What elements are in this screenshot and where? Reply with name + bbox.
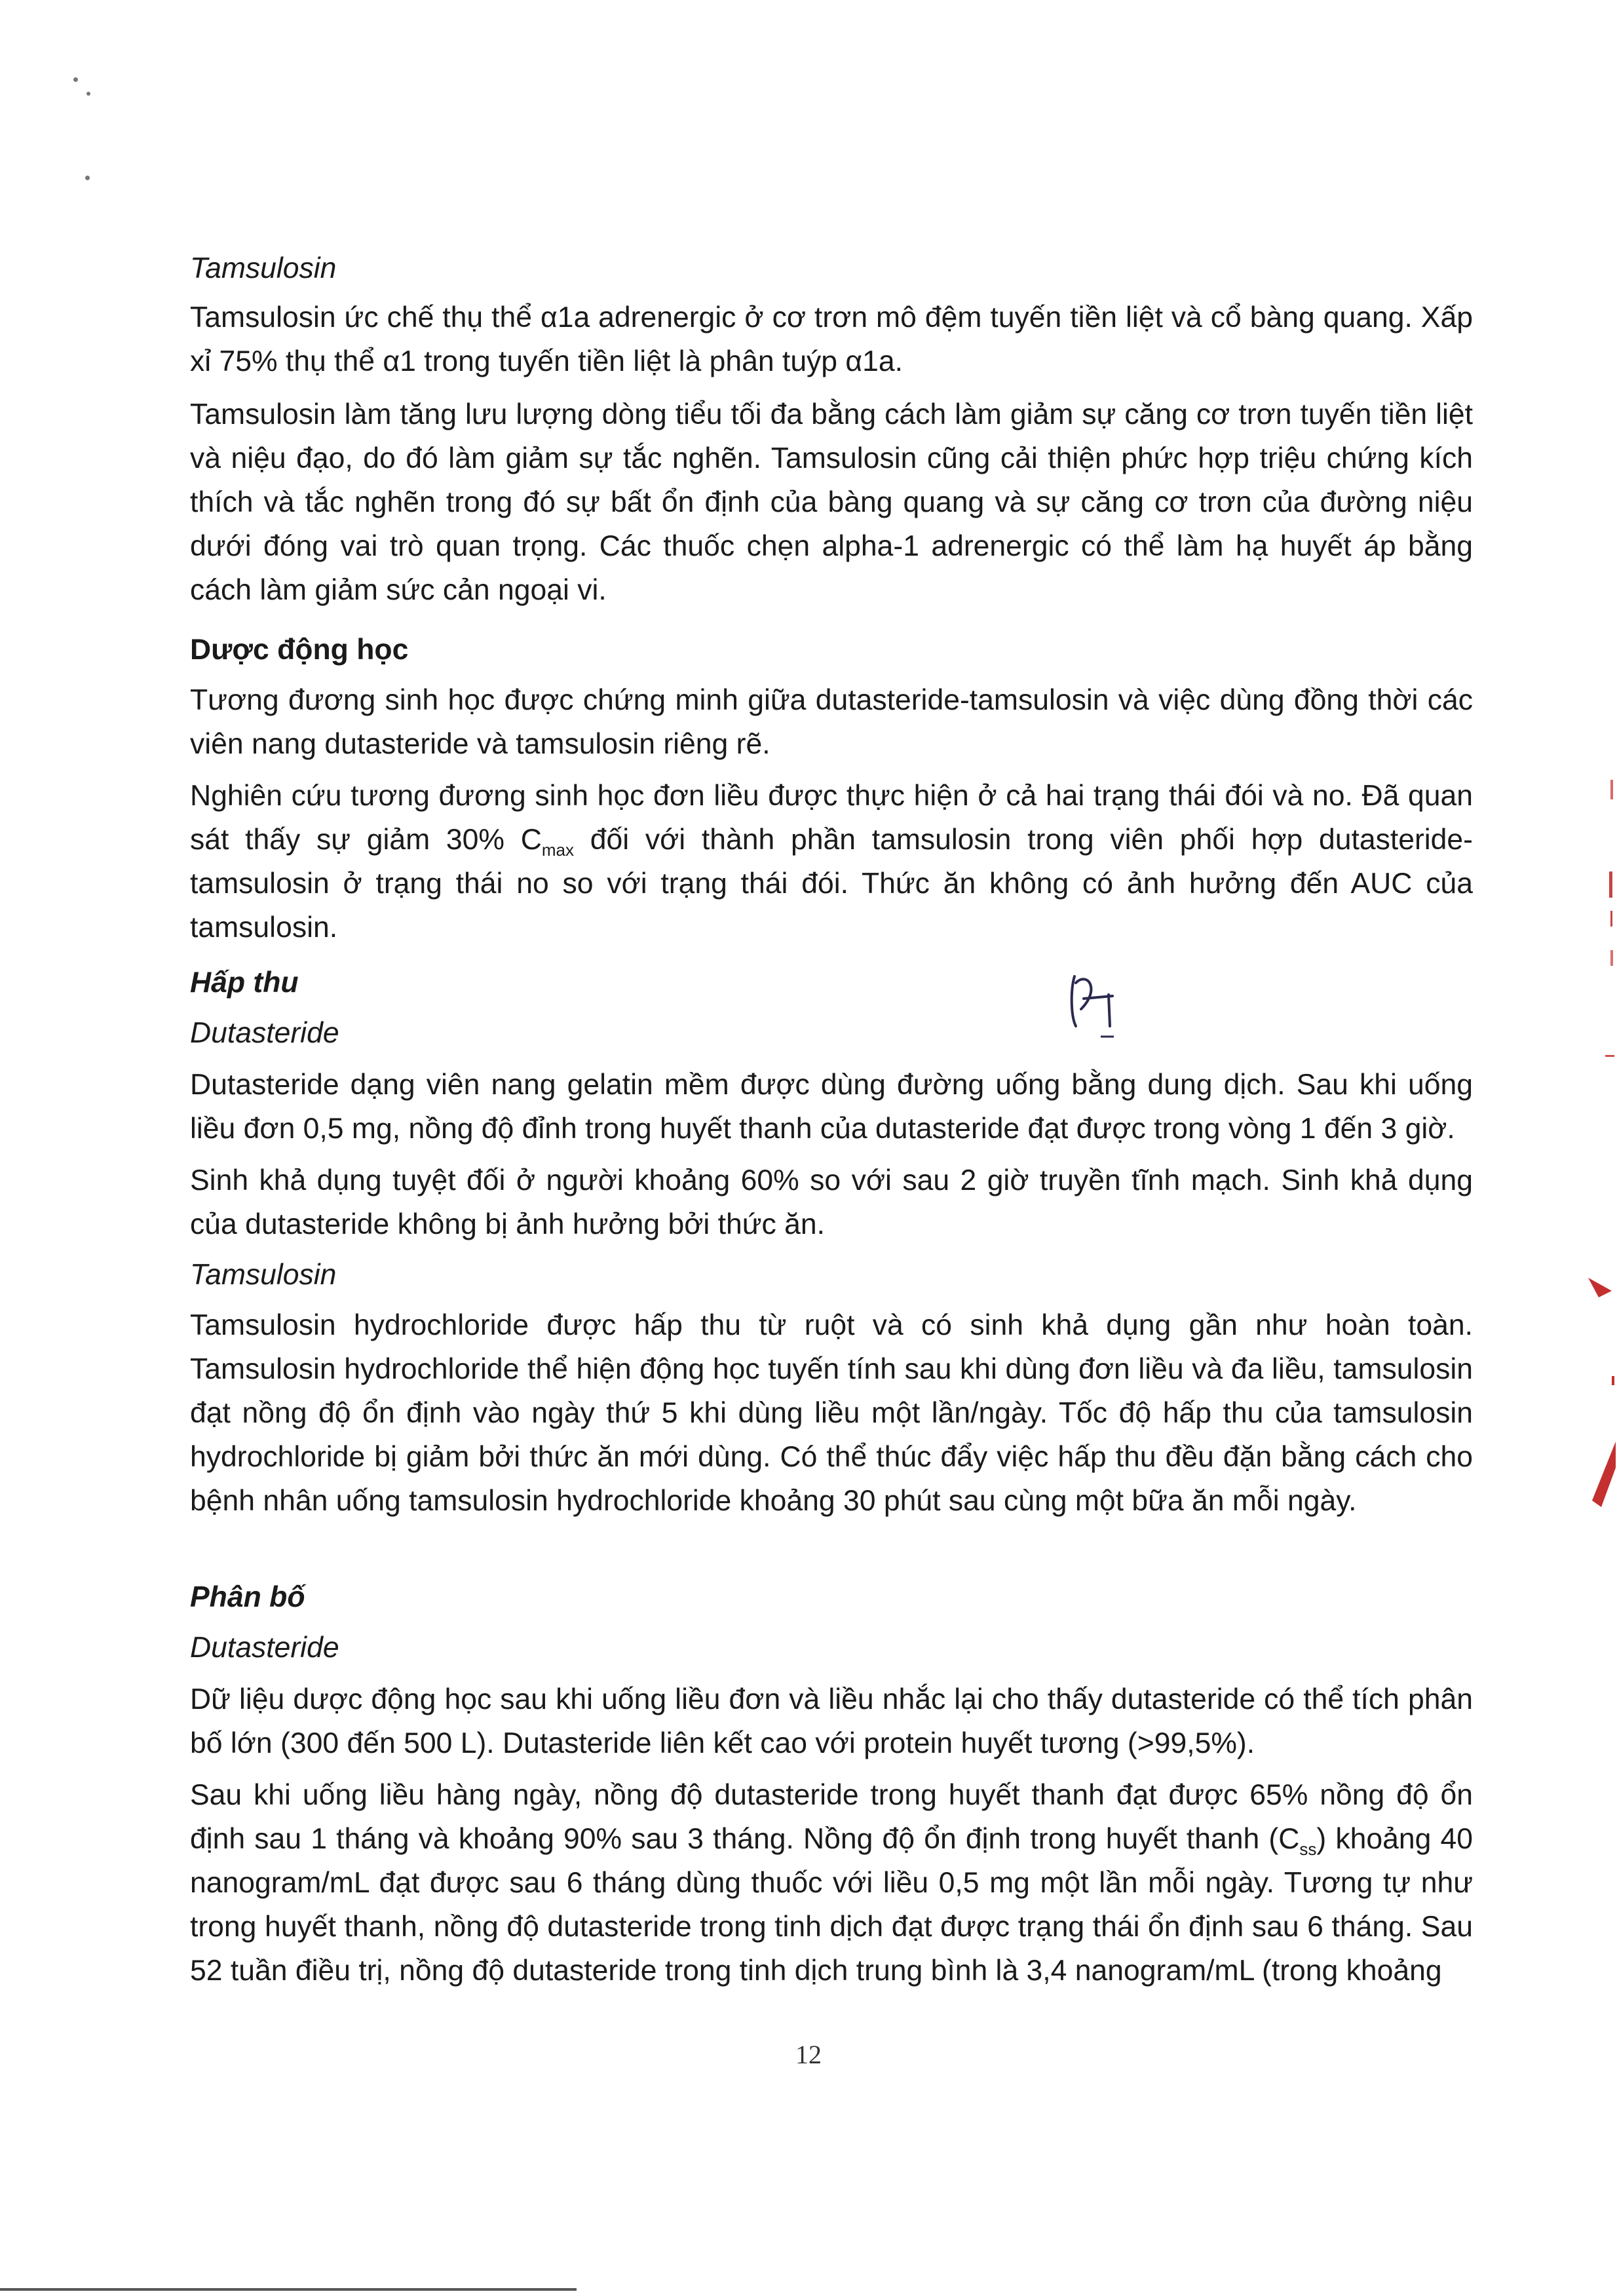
paragraph-mechanism-1: Tamsulosin ức chế thụ thể α1a adrenergic ở cơ trơn mô đệm tuyến tiền liệt và cổ bàng quang. Xấp xỉ 75% thụ thể α1 trong tuyến tiền liệt là phân tuýp α1a.	[190, 301, 1473, 377]
heading-distribution: Phân bố	[190, 1581, 305, 1613]
text-block-1	[190, 246, 1473, 949]
paragraph-dutasteride-distribution-2: Sau khi uống liều hàng ngày, nồng độ dutasteride trong huyết thanh đạt được 65% nồng độ ổn định sau 1 tháng và khoảng 90% sau 3 tháng. Nồng độ ổn định trong huyết thanh $(C_{ss})$ khoảng 40 nanogram/mL đạt được sau 6 tháng dùng thuốc với liều 0,5 mg một lần mỗi ngày. Tương tự như trong huyết thanh, nồng độ dutasteride trong tinh dịch đạt được trạng thái ổn định sau 6 tháng. Sau 52 tuần điều trị, nồng độ dutasteride trong tinh dịch trung bình là 3,4 nanogram/mL (trong khoảng	[190, 1779, 1473, 1987]
subheading-dutasteride-distribution: Dutasteride	[190, 1632, 339, 1664]
text-block-2	[190, 961, 1473, 1523]
signature-mark	[1061, 963, 1133, 1042]
scan-speck	[73, 77, 78, 82]
subheading-dutasteride-absorption: Dutasteride	[190, 1017, 339, 1049]
edge-scan-marks	[1586, 773, 1617, 1533]
subheading-tamsulosin: Tamsulosin	[190, 252, 337, 284]
scan-speck	[86, 92, 90, 96]
heading-pharmacokinetics: Dược động học	[190, 634, 409, 666]
page-number: 12	[795, 2040, 822, 2069]
paragraph-bioequivalence-1: Tương đương sinh học được chứng minh giữa dutasteride-tamsulosin và việc dùng đồng thời các viên nang dutasteride và tamsulosin riêng rẽ.	[190, 684, 1473, 760]
paragraph-dutasteride-absorption-1: Dutasteride dạng viên nang gelatin mềm được dùng đường uống bằng dung dịch. Sau khi uống liều đơn 0,5 mg, nồng độ đỉnh trong huyết thanh của dutasteride đạt được trong vòng 1 đến 3 giờ.	[190, 1069, 1473, 1145]
subheading-tamsulosin-absorption: Tamsulosin	[190, 1259, 337, 1291]
paragraph-bioequivalence-2: Nghiên cứu tương đương sinh học đơn liều được thực hiện ở cả hai trạng thái đói và no. Đã quan sát thấy sự giảm 30% $C_{max}$ đối với thành phần tamsulosin trong viên phối hợp dutasteride-tamsulosin ở trạng thái no so với trạng thái đói. Thức ăn không có ảnh hưởng đến AUC của tamsulosin.	[190, 780, 1473, 944]
scan-border-line	[0, 2288, 577, 2291]
paragraph-mechanism-2: Tamsulosin làm tăng lưu lượng dòng tiểu tối đa bằng cách làm giảm sự căng cơ trơn tuyến tiền liệt và niệu đạo, do đó làm giảm sự tắc nghẽn. Tamsulosin cũng cải thiện phức hợp triệu chứng kích thích và tắc nghẽn trong đó sự bất ổn định của bàng quang và sự căng cơ trơn của đường niệu dưới đóng vai trò quan trọng. Các thuốc chẹn alpha-1 adrenergic có thể làm hạ huyết áp bằng cách làm giảm sức cản ngoại vi.	[190, 398, 1473, 606]
paragraph-dutasteride-distribution-1: Dữ liệu dược động học sau khi uống liều đơn và liều nhắc lại cho thấy dutasteride có thể tích phân bố lớn (300 đến 500 L). Dutasteride liên kết cao với protein huyết tương (>99,5%).	[190, 1683, 1473, 1759]
paragraph-tamsulosin-absorption: Tamsulosin hydrochloride được hấp thu từ ruột và có sinh khả dụng gần như hoàn toàn. Tamsulosin hydrochloride thể hiện động học tuyến tính sau khi dùng đơn liều và đa liều, tamsulosin đạt nồng độ ổn định vào ngày thứ 5 khi dùng liều một lần/ngày. Tốc độ hấp thu của tamsulosin hydrochloride bị giảm bởi thức ăn mới dùng. Có thể thúc đẩy việc hấp thu đều đặn bằng cách cho bệnh nhân uống tamsulosin hydrochloride khoảng 30 phút sau cùng một bữa ăn mỗi ngày.	[190, 1309, 1473, 1517]
heading-absorption: Hấp thu	[190, 966, 299, 999]
scan-speck	[85, 176, 90, 180]
text-block-3	[190, 1575, 1473, 1993]
paragraph-dutasteride-absorption-2: Sinh khả dụng tuyệt đối ở người khoảng 60% so với sau 2 giờ truyền tĩnh mạch. Sinh khả dụng của dutasteride không bị ảnh hưởng bởi thức ăn.	[190, 1164, 1473, 1240]
